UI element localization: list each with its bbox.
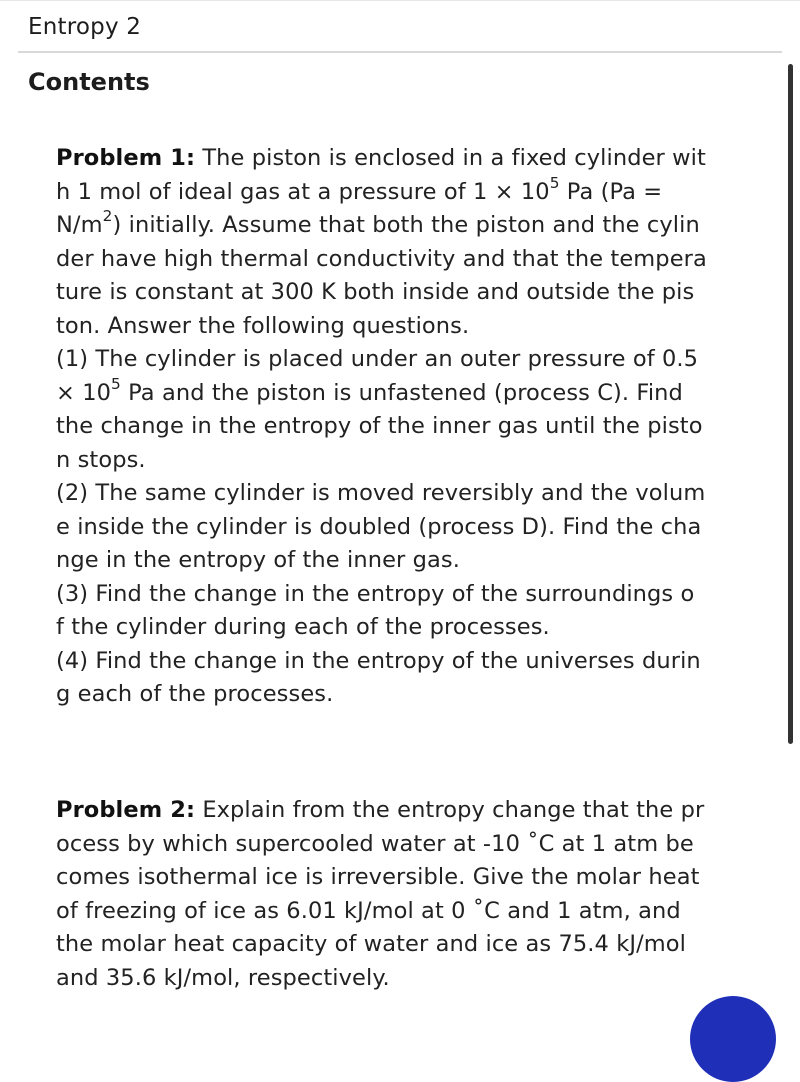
question-1-line: n stops. <box>56 446 146 473</box>
problem-1-text: h 1 mol of ideal gas at a pressure of 1 × 10 <box>56 178 550 205</box>
question-1-text: × 10 <box>56 379 112 406</box>
problem-1-text: Pa (Pa = <box>559 178 663 205</box>
scrollbar[interactable] <box>788 64 793 744</box>
problem-2-line: and 35.6 kJ/mol, respectively. <box>56 964 390 991</box>
question-2-line: nge in the entropy of the inner gas. <box>56 547 460 573</box>
problem-1-line <box>56 142 746 176</box>
problem-1-line <box>56 209 746 243</box>
problem-1-line: ton. Answer the following questions. <box>56 312 470 339</box>
problem-2-line: comes isothermal ice is irreversible. Give the molar heat <box>56 864 700 890</box>
question-1-line: (1) The cylinder is placed under an outer pressure of 0.5 <box>56 346 699 372</box>
exponent: 2 <box>102 207 113 226</box>
problem-1-label: Problem 1: <box>56 145 196 171</box>
problem-2-block <box>56 794 746 995</box>
question-2-line: e inside the cylinder is doubled (process D). Find the cha <box>56 513 702 540</box>
problem-1-line <box>56 173 746 210</box>
problem-1-block <box>56 142 746 712</box>
question-1-line <box>56 374 746 411</box>
question-2-line: (2) The same cylinder is moved reversibly and the volum <box>56 480 706 506</box>
page-title: Entropy 2 <box>28 14 142 40</box>
problem-2-line: the molar heat capacity of water and ice as 75.4 kJ/mol <box>56 931 686 957</box>
top-divider <box>0 0 800 1</box>
problem-1-text: The piston is enclosed in a fixed cylinder wit <box>195 145 706 171</box>
question-3-line: f the cylinder during each of the processes. <box>56 614 550 640</box>
question-4-line: (4) Find the change in the entropy of the universes durin <box>56 647 701 674</box>
problem-2-line <box>56 794 746 828</box>
title-divider <box>18 51 782 53</box>
problem-1-text: ) initially. Assume that both the piston and the cylin <box>112 212 700 238</box>
problem-2-line: of freezing of ice as 6.01 kJ/mol at 0 ˚C and 1 atm, and <box>56 897 681 924</box>
question-1-text: Pa and the piston is unfastened (process C). Find <box>120 379 683 406</box>
question-1-line: the change in the entropy of the inner gas until the pisto <box>56 413 703 439</box>
exponent: 5 <box>549 173 560 192</box>
problem-1-line: der have high thermal conductivity and that the tempera <box>56 245 707 272</box>
question-4-line: g each of the processes. <box>56 681 334 707</box>
contents-heading: Contents <box>28 68 150 96</box>
question-3-line: (3) Find the change in the entropy of the surroundings o <box>56 580 695 607</box>
problem-2-label: Problem 2: <box>56 797 196 823</box>
floating-action-button[interactable] <box>690 996 776 1082</box>
problem-1-line: ture is constant at 300 K both inside and outside the pis <box>56 279 695 305</box>
exponent: 5 <box>111 374 121 393</box>
problem-2-line: ocess by which supercooled water at -10 ˚C at 1 atm be <box>56 830 694 857</box>
problem-2-text: Explain from the entropy change that the pr <box>195 797 705 823</box>
problem-1-text: N/m <box>56 212 103 238</box>
